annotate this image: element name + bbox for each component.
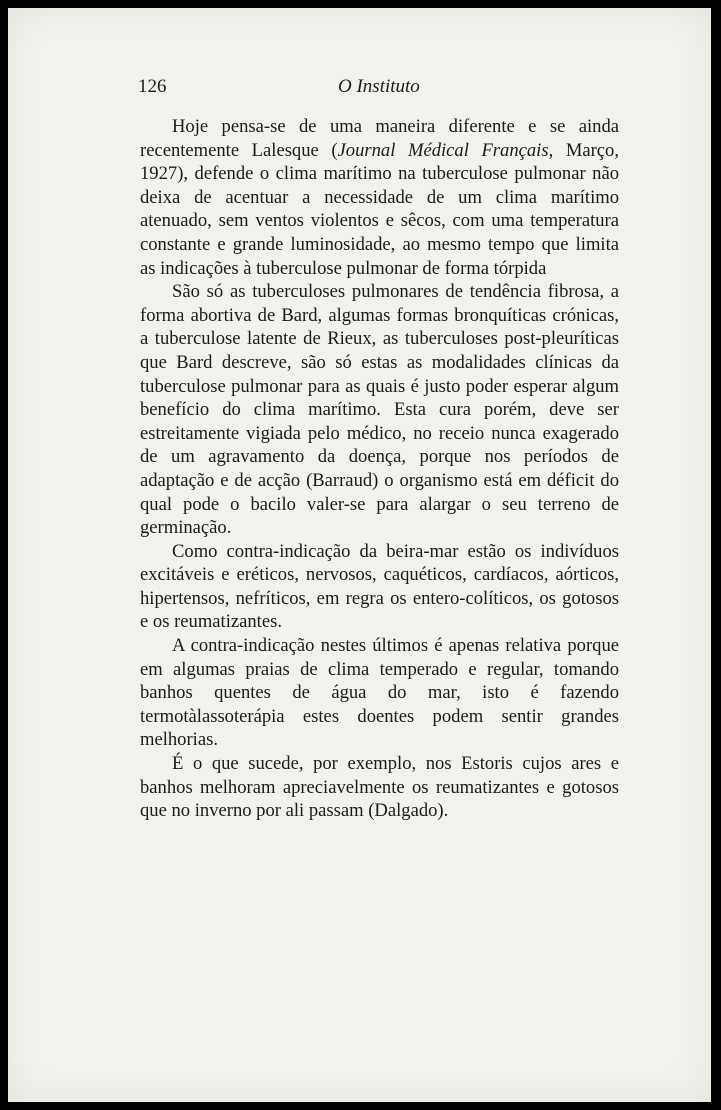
paragraph-1-end: , Março, 1927), defende o clima marítimo na tuberculose pulmonar não deixa de acentuar a necessidade de um clima marítimo atenuado, sem ventos violentos e sêcos, com uma temperatura constante e grande luminosidade, ao mesmo tempo que limita as indicações à tuberculose pulmonar de forma tórpida [140,139,619,279]
paragraph-1 [140,115,619,280]
paragraph-4: A contra-indicação nestes últimos é apenas relativa porque em algumas praias de clima temperado e regular, tomando banhos quentes de água do mar, isto é fazendo termotàlassoterápia estes doentes podem sentir grandes melhorias. [140,635,619,751]
paragraph-5: É o que sucede, por exemplo, nos Estoris cujos ares e banhos melhoram apreciavelmente os reumatizantes e gotosos que no inverno por ali passam (Dalgado). [140,753,619,822]
page-number: 126 [138,76,167,97]
paragraph-2: São só as tuberculoses pulmonares de tendência fibrosa, a forma abortiva de Bard, algumas formas bronquíticas crónicas, a tuberculose latente de Rieux, as tuberculoses post-pleuríticas que Bard descreve, são só estas as modalidades clínicas da tuberculose pulmonar para as quais é justo poder esperar algum benefício do clima marítimo. Esta cura porém, deve ser estreitamente vigiada pelo médico, no receio nunca exagerado de um agravamento da doença, porque nos períodos de adaptação e de acção (Barraud) o organismo está em déficit do qual pode o bacilo valer-se para alargar o seu terreno de germinação. [140,281,619,539]
paragraph-1-start: Hoje pensa-se de uma maneira diferente e se ainda recentemente Lalesque ( [140,116,619,161]
body-text [140,115,619,823]
journal-title: Journal Médical Français [337,139,549,161]
book-page [8,8,711,1102]
running-title: O Instituto [338,76,420,97]
paragraph-3: Como contra-indicação da beira-mar estão os indivíduos excitáveis e eréticos, nervosos, caquéticos, cardíacos, aórticos, hipertensos, nefríticos, em regra os entero-colíticos, os gotosos e os reumatizantes. [140,540,619,633]
page-header [138,76,578,106]
